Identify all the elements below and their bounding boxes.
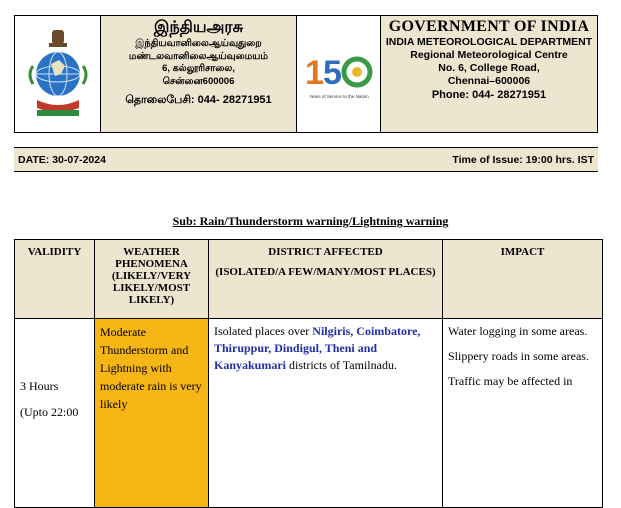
- english-title: GOVERNMENT OF INDIA: [388, 18, 590, 35]
- table-header-row: [15, 240, 603, 319]
- emblem-cell: [15, 16, 101, 132]
- impact-cell: [443, 319, 603, 508]
- date-bar: [14, 147, 598, 172]
- letterhead: [14, 15, 598, 133]
- issue-date: DATE: 30-07-2024: [18, 153, 106, 166]
- validity-hours: 3 Hours: [20, 379, 59, 393]
- english-header: [381, 16, 597, 132]
- header-impact: IMPACT: [443, 240, 603, 319]
- header-phenomena: WEATHER PHENOMENA (LIKELY/VERY LIKELY/MOST LIKELY): [95, 240, 209, 319]
- tamil-address-line2: சென்னை600006: [162, 75, 235, 87]
- subject-line: Sub: Rain/Thunderstorm warning/Lightning warning: [172, 214, 449, 228]
- tamil-title: இந்தியஅரசு: [153, 19, 244, 36]
- table-row: [15, 319, 603, 508]
- tamil-dept-line1: இந்தியவானிலைஆய்வுதுறை: [135, 38, 262, 49]
- header-validity: VALIDITY: [15, 240, 95, 319]
- anniversary-logo-cell: [297, 16, 381, 132]
- logo-caption: Years of Service to the Nation: [308, 94, 369, 99]
- warning-table: [14, 239, 603, 508]
- english-dept: INDIA METEOROLOGICAL DEPARTMENT: [385, 36, 593, 48]
- english-centre: Regional Meteorological Centre: [410, 49, 568, 61]
- district-names: Nilgiris, Coimbatore, Thiruppur, Dindigul, Theni and Kanyakumari: [214, 324, 421, 372]
- tamil-dept-line2: மண்டலவானிலைஆய்வுமையம்: [128, 50, 269, 62]
- header-district-subtitle: (ISOLATED/A FEW/MANY/MOST PLACES): [215, 266, 436, 278]
- imd-emblem-icon: [25, 28, 91, 120]
- phenomena-cell: Moderate Thunderstorm and Lightning with moderate rain is very likely: [95, 319, 209, 508]
- header-district: [209, 240, 443, 319]
- district-cell: [209, 319, 443, 508]
- issue-time: Time of Issue: 19:00 hrs. IST: [452, 153, 594, 166]
- header-district-title: DISTRICT AFFECTED: [268, 246, 383, 258]
- english-address-line1: No. 6, College Road,: [438, 62, 540, 74]
- logo-numeral-1: 1: [304, 54, 324, 92]
- district-suffix: districts of Tamilnadu.: [286, 358, 397, 372]
- english-address-line2: Chennai–600006: [447, 75, 531, 87]
- english-phone: Phone: 044- 28271951: [431, 89, 547, 101]
- impact-item: Traffic may be affected in: [448, 374, 573, 388]
- tamil-address-line1: 6, கல்லூரிசாலை,: [162, 63, 235, 74]
- district-prefix: Isolated places over: [214, 324, 313, 338]
- logo-numeral-5: 5: [322, 54, 342, 92]
- 150-years-logo-icon: [303, 44, 375, 104]
- impact-item: Slippery roads in some areas.: [448, 349, 589, 363]
- tamil-phone: தொலைபேசி: 044- 28271951: [125, 94, 272, 106]
- tamil-header: [101, 16, 297, 132]
- impact-item: Water logging in some areas.: [448, 324, 588, 338]
- validity-until: (Upto 22:00: [20, 405, 79, 419]
- validity-cell: [15, 319, 95, 508]
